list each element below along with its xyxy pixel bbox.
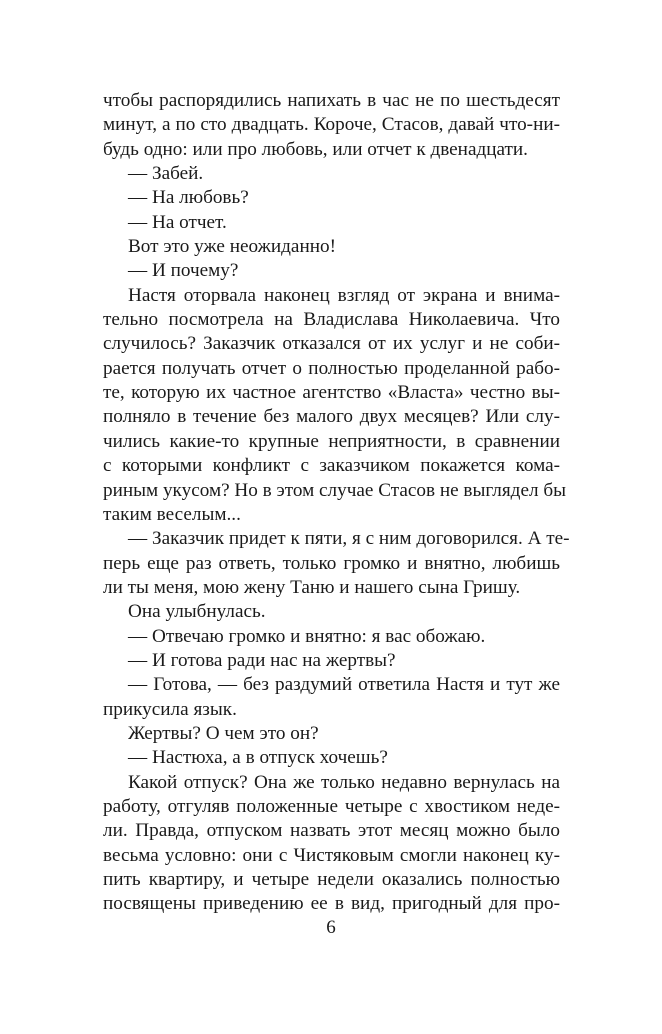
text-line: ли ты меня, мою жену Таню и нашего сына Гришу. bbox=[103, 576, 521, 598]
text-line: — И готова ради нас на жертвы? bbox=[128, 649, 396, 671]
page-number: 6 bbox=[326, 917, 336, 938]
text-line: чились какие-то крупные неприятности, в сравнении bbox=[103, 430, 560, 452]
text-line: прикусила язык. bbox=[103, 698, 237, 720]
text-line: чтобы распорядились напихать в час не по шестьдесят bbox=[103, 90, 560, 111]
text-line: Жертвы? О чем это он? bbox=[128, 722, 319, 744]
text-line: пить квартиру, и четыре недели оказались полностью bbox=[103, 869, 560, 890]
text-line: — На любовь? bbox=[128, 187, 249, 209]
text-line: — Заказчик придет к пяти, я с ним договорился. А те- bbox=[128, 528, 570, 550]
text-line: те, которую их частное агентство «Власта» честно вы- bbox=[103, 382, 560, 404]
text-line: — Настюха, а в отпуск хочешь? bbox=[128, 747, 388, 769]
text-line: — На отчет. bbox=[128, 211, 227, 233]
text-line: — Готова, — без раздумий ответила Настя и тут же bbox=[128, 674, 560, 696]
text-line: Вот это уже неожиданно! bbox=[128, 236, 336, 258]
text-line: риным укусом? Но в этом случае Стасов не выглядел бы bbox=[103, 479, 566, 501]
text-line: перь еще раз ответь, только громко и внятно, любишь bbox=[103, 552, 560, 574]
text-line: минут, а по сто двадцать. Короче, Стасов, давай что-ни- bbox=[103, 114, 560, 136]
text-line: рается получать отчет о полностью проделанной рабо- bbox=[103, 357, 560, 379]
text-line: с которыми конфликт с заказчиком покажется кома- bbox=[103, 455, 560, 477]
text-line: будь одно: или про любовь, или отчет к двенадцати. bbox=[103, 138, 528, 160]
text-line: работу, отгуляв положенные четыре с хвостиком неде- bbox=[103, 795, 560, 817]
text-line: тельно посмотрела на Владислава Николаевича. Что bbox=[103, 309, 560, 331]
body-text bbox=[103, 89, 570, 917]
text-line: — Забей. bbox=[128, 163, 204, 185]
text-line: — И почему? bbox=[128, 260, 239, 282]
text-line: Настя оторвала наконец взгляд от экрана и внима- bbox=[128, 284, 560, 306]
text-line: Какой отпуск? Она же только недавно вернулась на bbox=[128, 771, 560, 793]
text-line: ли. Правда, отпуском назвать этот месяц можно было bbox=[103, 820, 560, 842]
text-line: случилось? Заказчик отказался от их услуг и не соби- bbox=[103, 333, 560, 355]
text-line: Она улыбнулась. bbox=[128, 601, 266, 623]
text-line: — Отвечаю громко и внятно: я вас обожаю. bbox=[128, 625, 486, 647]
text-line: посвящены приведению ее в вид, пригодный для про- bbox=[103, 893, 560, 915]
text-line: весьма условно: они с Чистяковым смогли наконец ку- bbox=[103, 844, 560, 866]
text-line: таким веселым... bbox=[103, 503, 241, 525]
text-line: полняло в течение без малого двух месяцев? Или слу- bbox=[103, 406, 560, 428]
